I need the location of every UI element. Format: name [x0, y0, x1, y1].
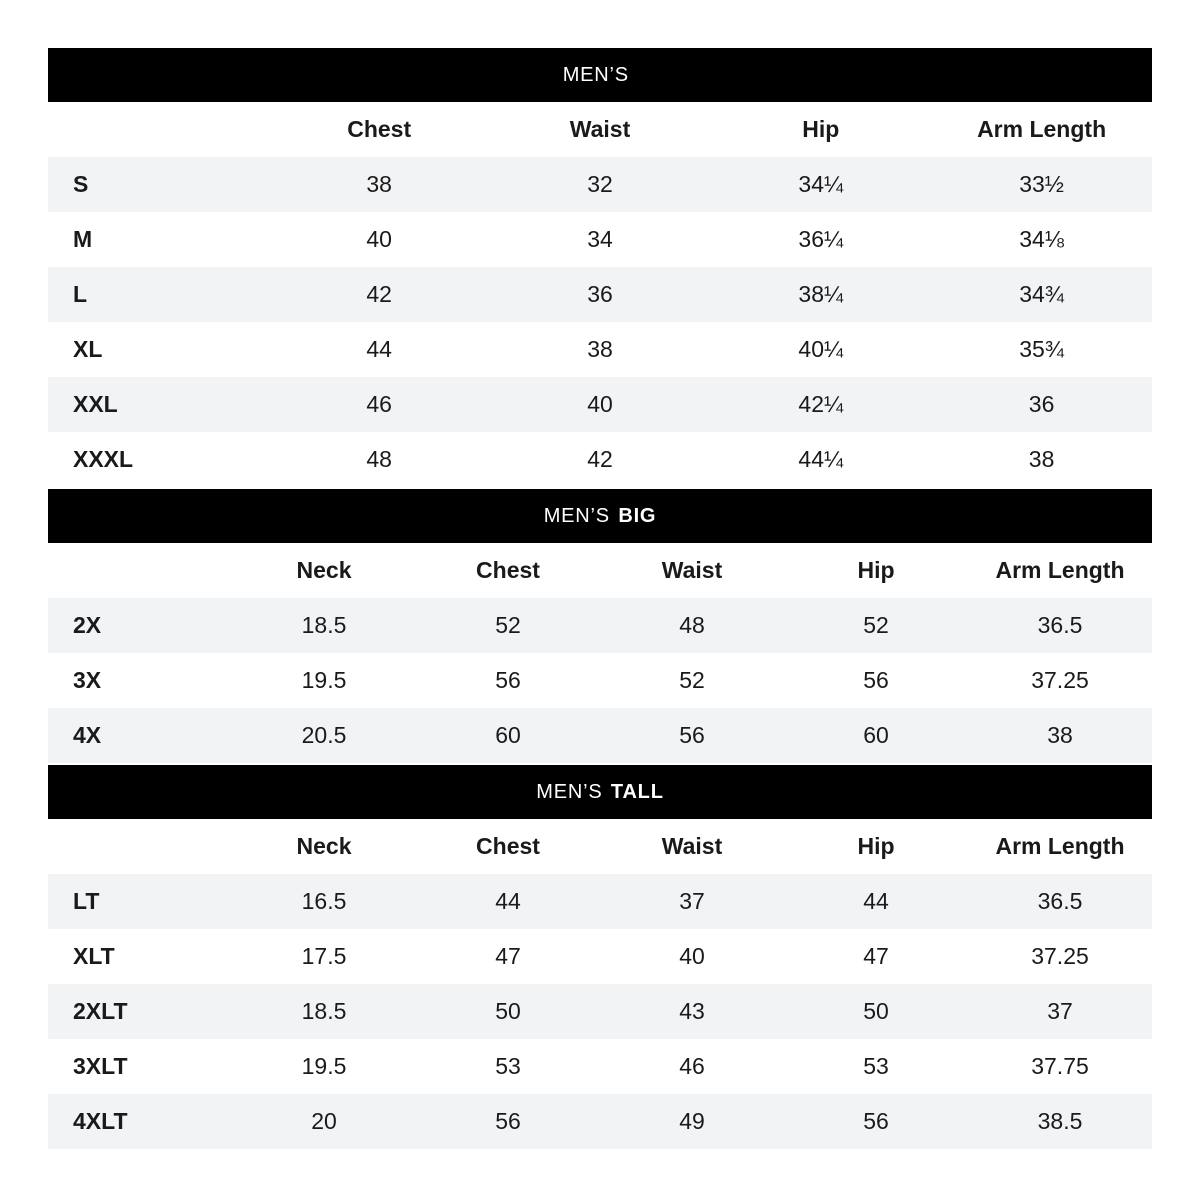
measurement-value: 47 [863, 943, 889, 969]
measurement-value: 49 [679, 1108, 705, 1134]
table-row [48, 1094, 1152, 1149]
size-label: 3XLT [73, 1053, 128, 1079]
measurement-value: 36.5 [1037, 612, 1083, 638]
column-header: Arm Length [977, 116, 1107, 142]
measurement-value: 53 [863, 1053, 889, 1079]
measurement-value: 47 [495, 943, 521, 969]
measurement-value: 18.5 [301, 998, 347, 1024]
table-row [48, 267, 1152, 322]
column-header: Arm Length [995, 557, 1125, 583]
column-header: Arm Length [995, 833, 1125, 859]
measurement-value: 38¼ [798, 281, 844, 307]
size-label: S [73, 171, 89, 197]
measurement-value: 38 [587, 336, 613, 362]
size-label: 4X [73, 722, 102, 748]
size-label: 2XLT [73, 998, 128, 1024]
measurement-value: 40 [587, 391, 613, 417]
size-label: XLT [73, 943, 115, 969]
table-row [48, 157, 1152, 212]
measurement-value: 40 [366, 226, 392, 252]
measurement-value: 40 [679, 943, 705, 969]
column-header: Hip [857, 833, 895, 859]
measurement-value: 56 [679, 722, 705, 748]
section-title-bar [48, 489, 1152, 543]
measurement-value: 20.5 [301, 722, 347, 748]
table-row [48, 708, 1152, 763]
measurement-value: 19.5 [301, 667, 347, 693]
measurement-value: 37.25 [1031, 667, 1089, 693]
section-title-bold: TALL [610, 780, 664, 803]
column-header: Waist [569, 116, 631, 142]
size-label: 4XLT [73, 1108, 128, 1134]
measurement-value: 38 [1028, 446, 1055, 472]
size-chart [48, 48, 1152, 1151]
measurement-value: 53 [495, 1053, 521, 1079]
measurement-value: 56 [863, 1108, 889, 1134]
table-row [48, 212, 1152, 267]
measurement-value: 37 [679, 888, 705, 914]
measurement-value: 50 [863, 998, 889, 1024]
measurement-value: 42 [366, 281, 392, 307]
column-header: Waist [661, 833, 723, 859]
measurement-value: 42¼ [798, 391, 844, 417]
measurement-value: 34⅛ [1019, 226, 1064, 252]
column-header-row [48, 543, 1152, 598]
section-title-bar [48, 48, 1152, 102]
section-title-prefix: MEN’S [562, 63, 629, 86]
table-row [48, 653, 1152, 708]
size-label: 2X [73, 612, 102, 638]
measurement-value: 44 [863, 888, 889, 914]
measurement-value: 40¼ [798, 336, 844, 362]
measurement-value: 16.5 [301, 888, 347, 914]
measurement-value: 48 [366, 446, 392, 472]
measurement-value: 32 [587, 171, 613, 197]
measurement-value: 34¼ [798, 171, 844, 197]
size-label: XXXL [73, 446, 134, 472]
measurement-value: 60 [495, 722, 521, 748]
size-chart-section [48, 489, 1152, 763]
column-header-row [48, 102, 1152, 157]
table-row [48, 874, 1152, 929]
measurement-value: 52 [495, 612, 521, 638]
measurement-value: 52 [863, 612, 889, 638]
table-row [48, 984, 1152, 1039]
column-header: Hip [802, 116, 840, 142]
table-row [48, 322, 1152, 377]
measurement-value: 44 [366, 336, 392, 362]
table-row [48, 929, 1152, 984]
measurement-value: 56 [495, 1108, 521, 1134]
measurement-value: 38 [1047, 722, 1073, 748]
column-header: Waist [661, 557, 723, 583]
size-label: L [73, 281, 88, 307]
measurement-value: 20 [311, 1108, 337, 1134]
measurement-value: 36 [587, 281, 613, 307]
table-row [48, 598, 1152, 653]
size-chart-section [48, 48, 1152, 487]
measurement-value: 50 [495, 998, 521, 1024]
column-header: Chest [476, 833, 540, 859]
measurement-value: 52 [679, 667, 705, 693]
measurement-value: 56 [495, 667, 521, 693]
section-title-bar [48, 765, 1152, 819]
measurement-value: 56 [863, 667, 889, 693]
size-chart-section [48, 765, 1152, 1149]
measurement-value: 42 [587, 446, 613, 472]
measurement-value: 36.5 [1037, 888, 1083, 914]
size-label: M [73, 226, 93, 252]
table-row [48, 1039, 1152, 1094]
measurement-value: 43 [679, 998, 705, 1024]
measurement-value: 48 [679, 612, 705, 638]
measurement-value: 46 [366, 391, 392, 417]
measurement-value: 18.5 [301, 612, 347, 638]
section-title-prefix: MEN’S [536, 780, 603, 803]
measurement-value: 44 [495, 888, 521, 914]
measurement-value: 37 [1047, 998, 1073, 1024]
measurement-value: 38 [366, 171, 392, 197]
measurement-value: 17.5 [301, 943, 347, 969]
measurement-value: 38.5 [1037, 1108, 1083, 1134]
measurement-value: 34¾ [1019, 281, 1064, 307]
size-label: XXL [73, 391, 118, 417]
measurement-value: 36¼ [798, 226, 844, 252]
measurement-value: 19.5 [301, 1053, 347, 1079]
column-header: Hip [857, 557, 895, 583]
column-header: Chest [347, 116, 412, 142]
measurement-value: 34 [587, 226, 613, 252]
column-header: Chest [476, 557, 540, 583]
section-title-bold: BIG [618, 504, 657, 527]
measurement-value: 46 [679, 1053, 705, 1079]
measurement-value: 44¼ [798, 446, 844, 472]
measurement-value: 37.25 [1031, 943, 1089, 969]
measurement-value: 33½ [1019, 171, 1064, 197]
column-header-row [48, 819, 1152, 874]
measurement-value: 36 [1028, 391, 1055, 417]
section-title-prefix: MEN’S [543, 504, 610, 527]
measurement-value: 60 [863, 722, 889, 748]
column-header: Neck [296, 833, 352, 859]
column-header: Neck [296, 557, 352, 583]
measurement-value: 37.75 [1031, 1053, 1089, 1079]
size-label: XL [73, 336, 103, 362]
table-row [48, 432, 1152, 487]
table-row [48, 377, 1152, 432]
size-label: LT [73, 888, 100, 914]
measurement-value: 35¾ [1019, 336, 1064, 362]
size-label: 3X [73, 667, 102, 693]
